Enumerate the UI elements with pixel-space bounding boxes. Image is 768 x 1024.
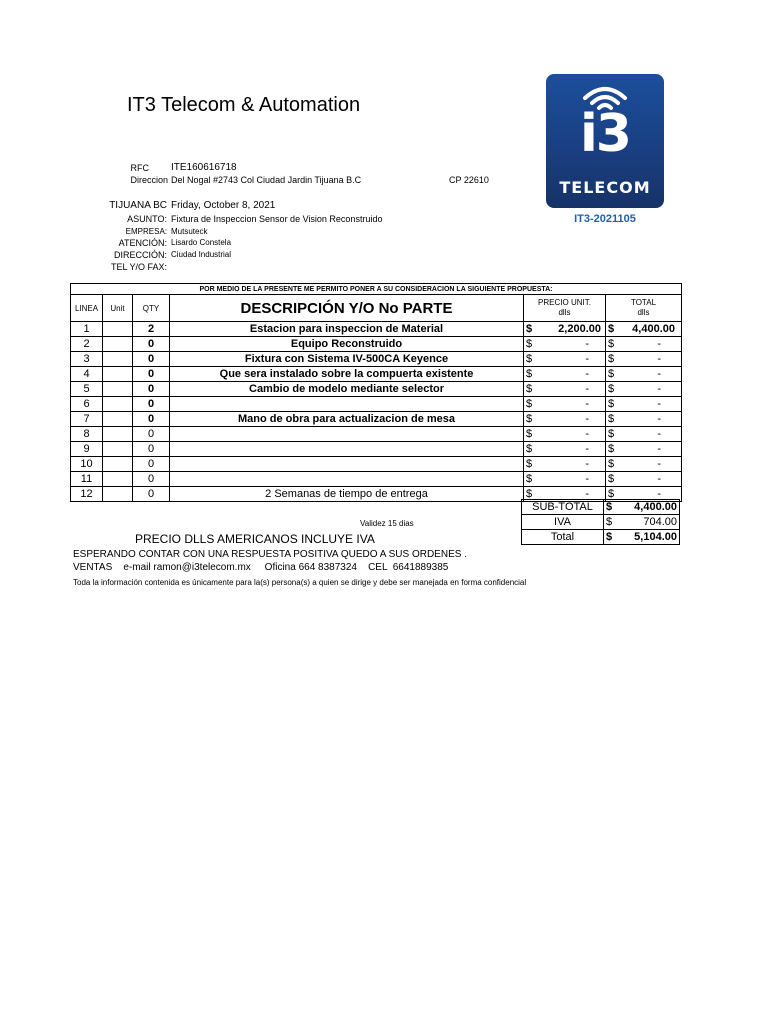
row-precio-value: - (585, 472, 589, 485)
row-qty: 0 (133, 382, 170, 397)
currency-sign: $ (526, 397, 533, 410)
row-total (606, 337, 682, 352)
table-row (71, 337, 682, 352)
city-label: TIJUANA BC (109, 200, 167, 211)
row-unit (103, 352, 133, 367)
row-qty: 0 (133, 337, 170, 352)
address-label: Direccion (130, 175, 168, 185)
company-logo (546, 74, 664, 208)
row-description: Cambio de modelo mediante selector (170, 382, 524, 397)
row-precio (524, 382, 606, 397)
totals-cell (604, 500, 680, 515)
row-precio-value: - (585, 412, 589, 425)
empresa-label: EMPRESA: (125, 227, 167, 236)
totals-value: 704.00 (643, 515, 677, 528)
row-description: Estacion para inspeccion de Material (170, 322, 524, 337)
address-value: Del Nogal #2743 Col Ciudad Jardin Tijuana B.C (171, 175, 362, 185)
row-qty: 0 (133, 457, 170, 472)
row-unit (103, 427, 133, 442)
currency-sign: $ (608, 382, 615, 395)
validity-note: Validez 15 dias (360, 519, 414, 528)
row-description (170, 427, 524, 442)
header-description: DESCRIPCIÓN Y/O No PARTE (170, 295, 524, 322)
totals-label: IVA (522, 515, 604, 530)
quote-table (70, 283, 682, 502)
currency-sign: $ (606, 500, 613, 513)
row-precio (524, 367, 606, 382)
row-precio-value: - (585, 367, 589, 380)
row-precio (524, 427, 606, 442)
header-total (606, 295, 682, 322)
row-total (606, 322, 682, 337)
currency-sign: $ (608, 457, 615, 470)
atencion-value: Lisardo Constela (171, 238, 232, 247)
currency-sign: $ (608, 427, 615, 440)
currency-sign: $ (608, 322, 615, 335)
atencion-label: ATENCIÓN: (118, 238, 167, 248)
row-total-value: - (657, 472, 661, 485)
direccion-label: DIRECCIÓN: (113, 250, 167, 260)
row-linea: 11 (71, 472, 103, 487)
row-total-value: - (657, 487, 661, 500)
row-total-value: - (657, 337, 661, 350)
row-qty: 0 (133, 397, 170, 412)
totals-table (521, 499, 680, 545)
row-total-value: - (657, 412, 661, 425)
row-unit (103, 487, 133, 502)
row-qty: 0 (133, 367, 170, 382)
currency-sign: $ (526, 487, 533, 500)
asunto-label: ASUNTO: (127, 214, 167, 224)
closing-line: ESPERANDO CONTAR CON UNA RESPUESTA POSITIVA QUEDO A SUS ORDENES . (73, 549, 467, 560)
row-linea: 7 (71, 412, 103, 427)
row-unit (103, 367, 133, 382)
currency-sign: $ (526, 367, 533, 380)
header-precio-label: PRECIO UNIT. (538, 298, 591, 307)
empresa-value: Mutsuteck (171, 227, 208, 236)
asunto-value: Fixtura de Inspeccion Sensor de Vision Reconstruido (171, 214, 383, 224)
currency-sign: $ (526, 472, 533, 485)
row-qty: 0 (133, 442, 170, 457)
row-precio-value: - (585, 487, 589, 500)
totals-label: SUB-TOTAL (522, 500, 604, 515)
row-linea: 8 (71, 427, 103, 442)
row-linea: 12 (71, 487, 103, 502)
row-total (606, 442, 682, 457)
sales-contact: VENTAS e-mail ramon@i3telecom.mx Oficina 664 8387324 CEL 6641889385 (73, 562, 449, 573)
quote-code: IT3-2021105 (574, 213, 636, 225)
row-precio (524, 472, 606, 487)
row-qty: 0 (133, 412, 170, 427)
row-description: Fixtura con Sistema IV-500CA Keyence (170, 352, 524, 367)
row-linea: 6 (71, 397, 103, 412)
totals-label: Total (522, 530, 604, 545)
logo-number: i3 (579, 104, 630, 164)
currency-sign: $ (608, 487, 615, 500)
row-precio-value: - (585, 457, 589, 470)
currency-sign: $ (608, 397, 615, 410)
row-linea: 3 (71, 352, 103, 367)
currency-sign: $ (526, 322, 533, 335)
table-row (71, 397, 682, 412)
row-total-value: - (657, 427, 661, 440)
currency-sign: $ (526, 412, 533, 425)
totals-value: 4,400.00 (634, 500, 677, 513)
table-row (71, 382, 682, 397)
rfc-value: ITE160616718 (171, 162, 237, 173)
header-total-label: TOTAL (630, 298, 657, 307)
row-qty: 0 (133, 352, 170, 367)
row-total-value: - (657, 382, 661, 395)
currency-sign: $ (526, 382, 533, 395)
row-total-value: - (657, 442, 661, 455)
currency-sign: $ (606, 530, 613, 543)
row-total-value: - (657, 352, 661, 365)
row-precio (524, 397, 606, 412)
row-linea: 9 (71, 442, 103, 457)
row-description: Mano de obra para actualizacion de mesa (170, 412, 524, 427)
row-total (606, 382, 682, 397)
row-qty: 0 (133, 472, 170, 487)
row-unit (103, 442, 133, 457)
header-precio-unit: dlls (558, 308, 571, 317)
row-unit (103, 472, 133, 487)
row-unit (103, 397, 133, 412)
totals-cell (604, 515, 680, 530)
currency-sign: $ (608, 337, 615, 350)
row-linea: 4 (71, 367, 103, 382)
table-row (71, 412, 682, 427)
row-description (170, 472, 524, 487)
row-total (606, 457, 682, 472)
row-qty: 0 (133, 487, 170, 502)
company-name: IT3 Telecom & Automation (127, 94, 361, 116)
row-precio (524, 337, 606, 352)
row-unit (103, 412, 133, 427)
row-total-value: - (657, 457, 661, 470)
row-precio-value: - (585, 427, 589, 440)
totals-row (522, 530, 680, 545)
currency-sign: $ (526, 352, 533, 365)
row-description (170, 397, 524, 412)
row-precio-value: 2,200.00 (558, 322, 601, 335)
header-linea: LINEA (71, 295, 103, 322)
currency-sign: $ (526, 442, 533, 455)
row-total-value: - (657, 397, 661, 410)
totals-row (522, 500, 680, 515)
table-row (71, 322, 682, 337)
row-precio-value: - (585, 352, 589, 365)
confidentiality-note: Toda la información contenida es únicamente para la(s) persona(s) a quien se dirige y debe ser manejada en forma confidencial (73, 578, 527, 587)
row-qty: 0 (133, 427, 170, 442)
table-row (71, 427, 682, 442)
row-precio-value: - (585, 337, 589, 350)
table-row (71, 472, 682, 487)
table-banner: POR MEDIO DE LA PRESENTE ME PERMITO PONER A SU CONSIDERACION LA SIGUIENTE PROPUESTA: (71, 284, 682, 295)
row-unit (103, 457, 133, 472)
row-description (170, 457, 524, 472)
row-description: Equipo Reconstruido (170, 337, 524, 352)
row-total (606, 367, 682, 382)
postal-code: CP 22610 (449, 175, 489, 185)
row-total-value: 4,400.00 (632, 322, 675, 335)
currency-sign: $ (608, 442, 615, 455)
totals-row (522, 515, 680, 530)
currency-sign: $ (606, 515, 613, 528)
row-qty: 2 (133, 322, 170, 337)
table-row (71, 367, 682, 382)
row-precio (524, 322, 606, 337)
row-precio-value: - (585, 442, 589, 455)
row-linea: 5 (71, 382, 103, 397)
currency-sign: $ (526, 427, 533, 440)
row-precio (524, 457, 606, 472)
totals-cell (604, 530, 680, 545)
header-total-unit: dlls (637, 308, 650, 317)
currency-sign: $ (526, 337, 533, 350)
row-unit (103, 322, 133, 337)
row-total-value: - (657, 367, 661, 380)
currency-sign: $ (526, 457, 533, 470)
currency-sign: $ (608, 367, 615, 380)
logo-wordmark: TELECOM (559, 178, 651, 197)
row-total (606, 352, 682, 367)
row-precio-value: - (585, 397, 589, 410)
row-linea: 1 (71, 322, 103, 337)
tel-fax-label: TEL Y/O FAX: (110, 262, 167, 272)
row-precio (524, 352, 606, 367)
direccion-value: Ciudad Industrial (171, 250, 232, 259)
currency-sign: $ (608, 412, 615, 425)
row-total (606, 472, 682, 487)
row-unit (103, 382, 133, 397)
row-description (170, 442, 524, 457)
row-total (606, 427, 682, 442)
row-unit (103, 337, 133, 352)
rfc-label: RFC (130, 163, 149, 173)
row-total (606, 397, 682, 412)
currency-sign: $ (608, 352, 615, 365)
row-precio-value: - (585, 382, 589, 395)
row-total (606, 412, 682, 427)
row-linea: 10 (71, 457, 103, 472)
row-description: Que sera instalado sobre la compuerta existente (170, 367, 524, 382)
table-row (71, 442, 682, 457)
header-unit: Unit (103, 295, 133, 322)
row-description: 2 Semanas de tiempo de entrega (170, 487, 524, 502)
header-qty: QTY (133, 295, 170, 322)
currency-sign: $ (608, 472, 615, 485)
header-precio (524, 295, 606, 322)
price-note: PRECIO DLLS AMERICANOS INCLUYE IVA (135, 532, 375, 546)
row-linea: 2 (71, 337, 103, 352)
totals-value: 5,104.00 (634, 530, 677, 543)
date-value: Friday, October 8, 2021 (171, 200, 276, 211)
row-precio (524, 412, 606, 427)
row-precio (524, 442, 606, 457)
table-row (71, 457, 682, 472)
table-row (71, 352, 682, 367)
